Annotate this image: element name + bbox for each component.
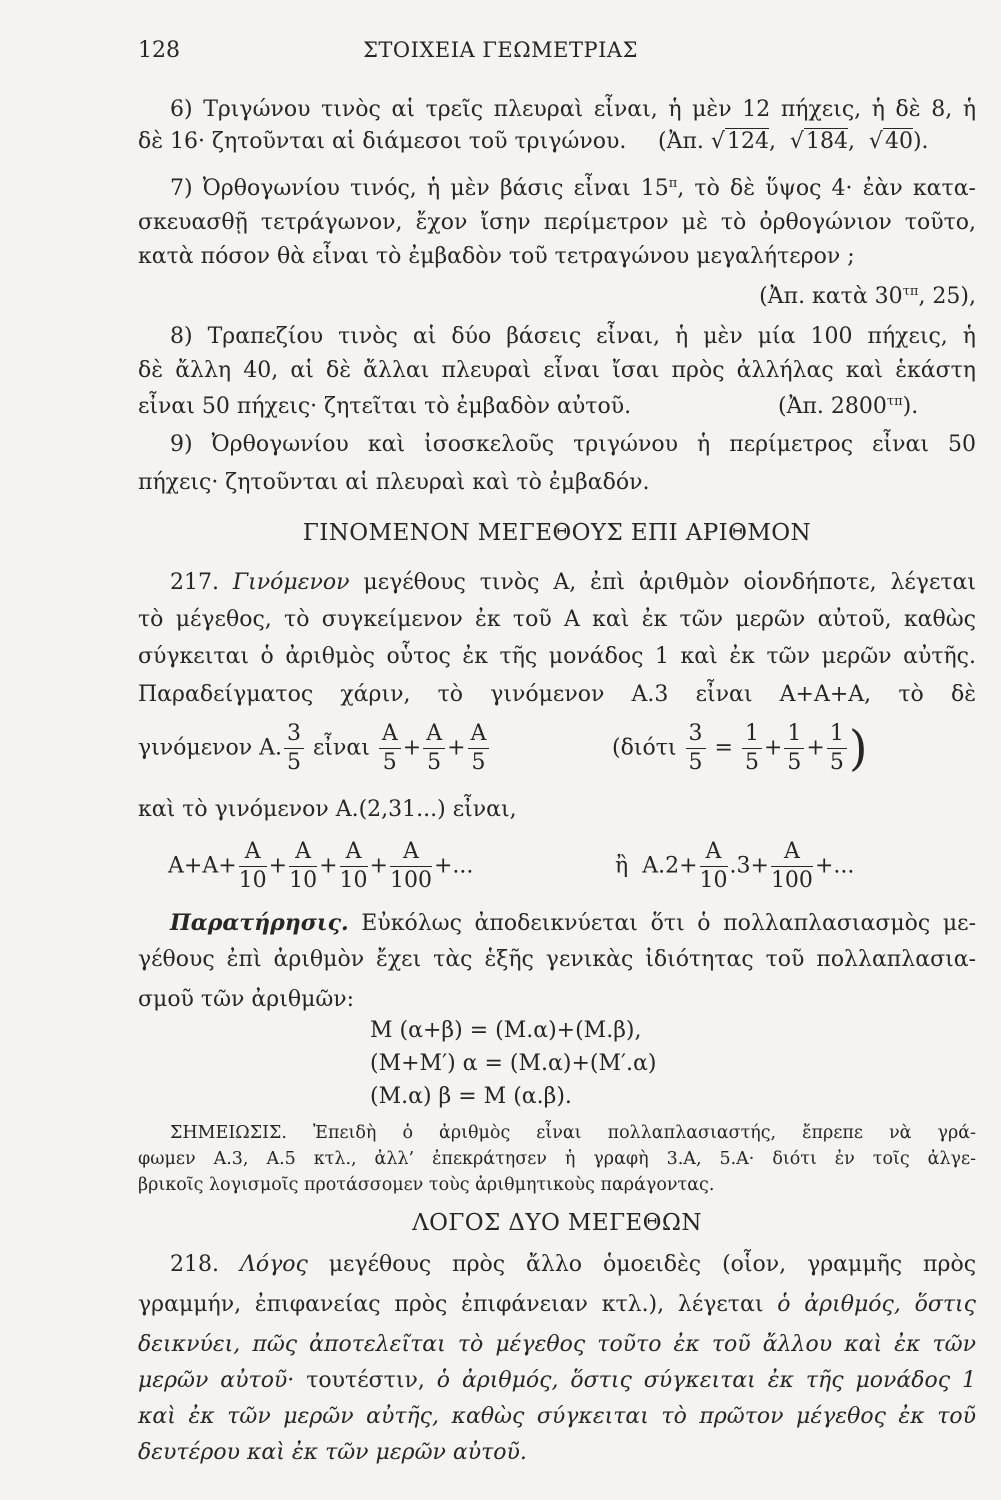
s218-line6: δευτέρου καὶ ἐκ τῶν μερῶν αὐτοῦ. [138,1440,527,1465]
s218-line5: καὶ ἐκ τῶν μερῶν αὐτῆς, καθὼς σύγκειται τὸ πρῶτον μέγεθος ἐκ τοῦ [138,1404,976,1429]
s218-line4: μερῶν αὐτοῦ· τουτέστιν, ὁ ἀριθμός, ὅστις σύγκειται ἐκ τῆς μονάδος 1 [138,1368,977,1393]
section-heading-product: ΓΙΝΟΜΕΝΟΝ ΜΕΓΕΘΟΥΣ ΕΠΙ ΑΡΙΘΜΟΝ [302,520,812,546]
ex7-line1: 7) Ὀρθογωνίου τινός, ἡ μὲν βάσις εἶναι $15^\pi$, τὸ δὲ ὕψος 4· ἐὰν κατα- [170,176,976,201]
fraction-A-5: $\frac{A}{5}$ [468,720,490,777]
s218-line1: 218. Λόγος μεγέθους πρὸς ἄλλο ὁμοειδὲς (οἷον, γραμμῆς πρὸς [170,1252,977,1277]
ex8-line1: 8) Τραπεζίου τινὸς αἱ δύο βάσεις εἶναι, ἡ μὲν μία 100 πήχεις, ἡ [170,324,976,349]
section-heading-ratio: ΛΟΓΟΣ ΔΥΟ ΜΕΓΕΘΩΝ [412,1210,702,1236]
ex8-answer: (Ἀπ. $2800^{\tau\pi}$). [778,394,919,419]
ex9-line2: πήχεις· ζητοῦνται αἱ πλευραὶ καὶ τὸ ἐμβαδόν. [138,470,650,495]
remark-line3: σμοῦ τῶν ἀριθμῶν: [138,987,355,1012]
note-line1: ΣΗΜΕΙΩΣΙΣ. Ἐπειδὴ ὁ ἀριθμὸς εἶναι πολλαπλασιαστής, ἔπρεπε νὰ γρά- [170,1123,976,1143]
root-184: 184 [805,129,848,154]
remark-line2: γέθους ἐπὶ ἀριθμὸν ἔχει τὰς ἑξῆς γενικὰς ἰδιότητας τοῦ πολλαπλασια- [138,947,976,972]
property-2: (Μ+Μ′) α = (Μ.α)+(Μ′.α) [370,1051,657,1076]
ex7-line2: σκευασθῇ τετράγωνον, ἔχον ἴσην περίμετρον μὲ τὸ ὀρθογώνιον τοῦτο, [138,210,976,235]
ex6-line2 [138,127,976,157]
note-line3: βρικοῖς λογισμοῖς προτάσσομεν τοὺς ἀριθμητικοὺς παράγοντας. [138,1175,715,1195]
root-124: 124 [726,129,769,154]
fraction-A-5: $\frac{A}{5}$ [423,720,445,777]
s217-line3: σύγκειται ὁ ἀριθμὸς οὗτος ἐκ τῆς μονάδος 1 καὶ ἐκ τῶν μερῶν αὐτῆς. [138,644,976,669]
s217-line2: τὸ μέγεθος, τὸ συγκείμενον ἐκ τοῦ Α καὶ ἐκ τῶν μερῶν αὐτοῦ, καθὼς [138,607,976,632]
s217-line1: 217. Γινόμενον μεγέθους τινὸς Α, ἐπὶ ἀριθμὸν οἱονδήποτε, λέγεται [170,570,977,595]
s218-line2: γραμμήν, ἐπιφανείας πρὸς ἐπιφάνειαν κτλ.), λέγεται ὁ ἀριθμός, ὅστις [138,1292,976,1317]
fraction-A-5: $\frac{A}{5}$ [379,720,401,777]
s217-formula-because: (διότι $\frac{3}{5}$ = $\frac{1}{5}$ + $\frac{1}{5}$ + $\frac{1}{5}$ ) [612,720,868,777]
s217-line4: Παραδείγματος χάριν, τὸ γινόμενον Α.3 εἶναι Α+Α+Α, τὸ δὲ [138,682,976,707]
remark-line1: Παρατήρησις. Εὐκόλως ἀποδεικνύεται ὅτι ὁ πολλαπλασιασμὸς με- [170,910,977,936]
ex6-text: δὲ 16· ζητοῦνται αἱ διάμεσοι τοῦ τριγώνου. [138,129,627,154]
property-1: Μ (α+β) = (Μ.α)+(Μ.β), [370,1018,642,1043]
note-line2: φωμεν Α.3, Α.5 κτλ., ἀλλ’ ἐπεκράτησεν ἡ γραφὴ 3.Α, 5.Α· διότι ἐν τοῖς ἀλγε- [138,1149,976,1169]
ex8-line3: εἶναι 50 πήχεις· ζητεῖται τὸ ἐμβαδὸν αὐτοῦ. (Ἀπ. $2800^{\tau\pi}$). [138,392,976,422]
property-3: (Μ.α) β = Μ (α.β). [370,1084,572,1109]
ex8-line2: δὲ ἄλλη 40, αἱ δὲ ἄλλαι πλευραὶ εἶναι ἴσαι πρὸς ἀλλήλας καὶ ἑκάστη [138,358,976,383]
running-title: ΣΤΟΙΧΕΙΑ ΓΕΩΜΕΤΡΙΑΣ [363,38,638,62]
ex7-answer: (Ἀπ. κατὰ $30^{\tau\pi}$, 25), [759,284,976,309]
page-number: 128 [138,38,180,63]
ex7-line3: κατὰ πόσον θὰ εἶναι τὸ ἐμβαδὸν τοῦ τετραγώνου μεγαλήτερον ; [138,244,855,269]
s217-formula-2b: ἢ Α.2+ $\frac{A}{10}$ .3+ $\frac{A}{100}$ +... [615,839,855,893]
s218-line3: δεικνύει, πῶς ἀποτελεῖται τὸ μέγεθος τοῦτο ἐκ τοῦ ἄλλου καὶ ἐκ τῶν [138,1332,976,1357]
fraction-3-5: $\frac{3}{5}$ [284,720,304,777]
s217-line6: καὶ τὸ γινόμενον Α.(2,31...) εἶναι, [138,797,517,822]
s217-formula-2: Α+Α+ $\frac{A}{10}$ + $\frac{A}{10}$ + $\frac{A}{10}$ + $\frac{A}{100}$ +... [168,839,474,893]
ex9-line1: 9) Ὀρθογωνίου καὶ ἰσοσκελοῦς τριγώνου ἡ περίμετρος εἶναι 50 [170,432,976,457]
ex6-answer: (Ἀπ. √124, √184, √40). [658,129,929,154]
answer-close: ). [912,129,929,154]
s217-formula-1: γινόμενον Α. $\frac{3}{5}$ εἶναι $\frac{A}{5}$ + $\frac{A}{5}$ + $\frac{A}{5}$ [138,720,491,777]
ex6-line1: 6) Τριγώνου τινὸς αἱ τρεῖς πλευραὶ εἶναι, ἡ μὲν 12 πήχεις, ἡ δὲ 8, ἡ [170,97,976,122]
answer-label: (Ἀπ. [658,129,704,154]
root-40: 40 [884,129,913,154]
